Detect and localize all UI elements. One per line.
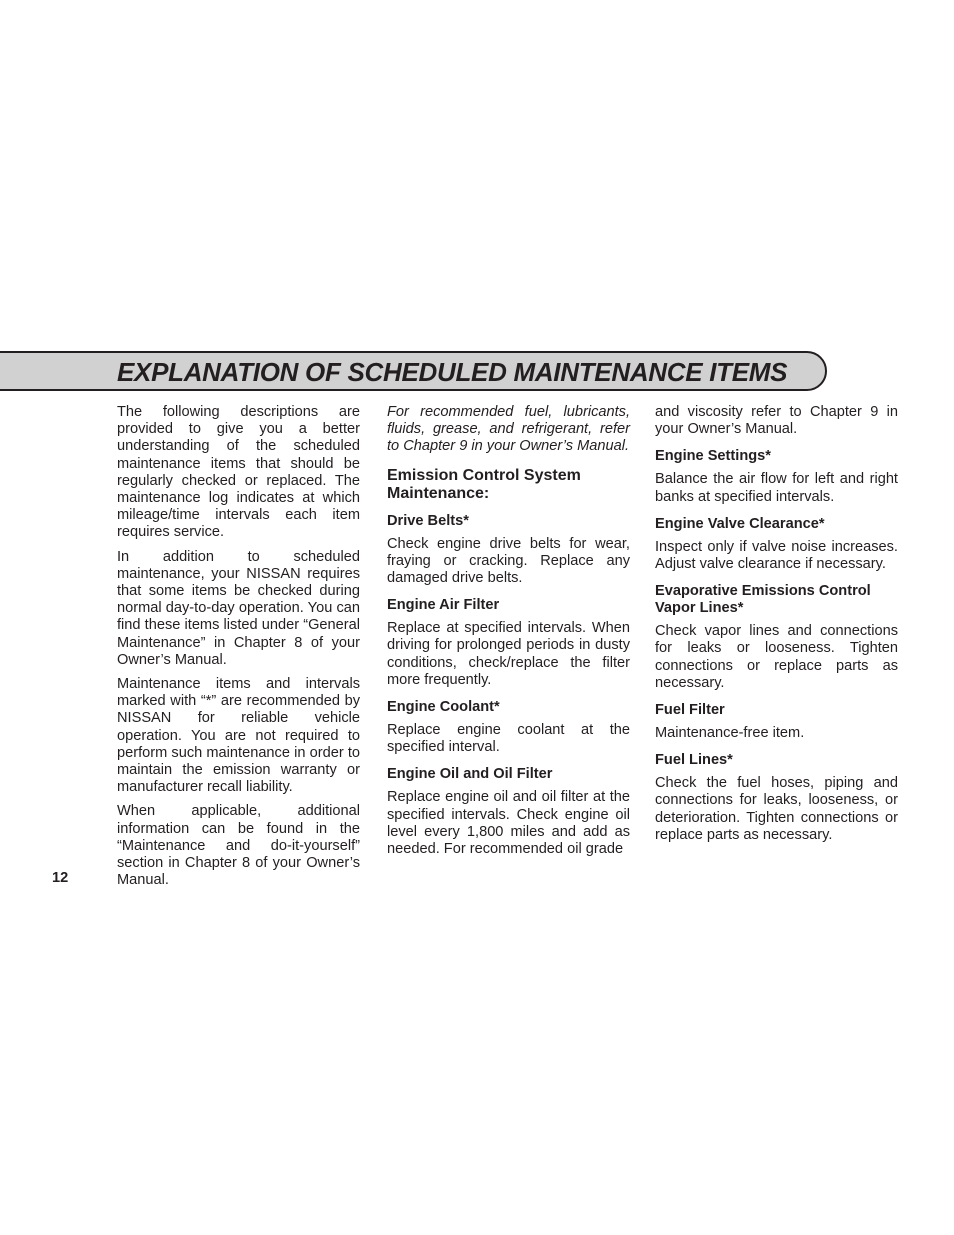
evap-lines-text: Check vapor lines and connections for leaks or looseness. Tighten connections or replace parts as necessary.	[655, 623, 898, 691]
oil-filter-text: Replace engine oil and oil filter at the specified intervals. Check engine oil level every 1,800 miles and add as needed. For recommended oil grade	[387, 789, 630, 858]
column-emission	[387, 404, 630, 865]
evap-lines-heading: Evaporative Emissions Control Vapor Lines*	[655, 583, 871, 617]
engine-settings-heading: Engine Settings*	[655, 448, 771, 465]
fuel-lines-heading: Fuel Lines*	[655, 752, 733, 769]
page-number: 12	[52, 870, 69, 886]
drive-belts-text: Check engine drive belts for wear, fraying or cracking. Replace any damaged drive belts.	[387, 535, 630, 587]
valve-clearance-heading: Engine Valve Clearance*	[655, 515, 825, 532]
additional-info-paragraph: When applicable, additional information can be found in the “Maintenance and do-it-yourself” section in Chapter 8 of your Owner’s Manual.	[117, 803, 360, 889]
air-filter-heading: Engine Air Filter	[387, 597, 500, 614]
valve-clearance-text: Inspect only if valve noise increases. Adjust valve clearance if necessary.	[655, 538, 898, 573]
emission-section-heading: Emission Control System Maintenance:	[387, 466, 581, 502]
column-engine-fuel	[655, 404, 898, 851]
drive-belts-heading: Drive Belts*	[387, 512, 469, 529]
section-banner	[0, 351, 827, 391]
coolant-text: Replace engine coolant at the specified interval.	[387, 722, 630, 756]
asterisk-note-paragraph: Maintenance items and intervals marked with “*” are recommended by NISSAN for reliable vehicle operation. You are not required to perform such maintenance in order to maintain the emission warranty or manufacturer recall liability.	[117, 676, 360, 796]
air-filter-text: Replace at specified intervals. When driving for prolonged periods in dusty conditions, check/replace the filter more frequently.	[387, 620, 630, 688]
fuel-lines-text: Check the fuel hoses, piping and connections for leaks, looseness, or deterioration. Tighten connections or replace parts as necessary.	[655, 775, 898, 843]
oil-filter-text-continued: and viscosity refer to Chapter 9 in your Owner’s Manual.	[655, 404, 898, 438]
column-intro	[117, 404, 360, 896]
general-maintenance-paragraph: In addition to scheduled maintenance, your NISSAN requires that some items be checked during normal day-to-day operation. You can find these items listed under “General Maintenance” in Chapter 8 of your Owner’s Manual.	[117, 548, 360, 668]
fluids-reference-note: For recommended fuel, lubricants, fluids, grease, and refrigerant, refer to Chapter 9 in your Owner’s Manual.	[387, 404, 630, 455]
coolant-heading: Engine Coolant*	[387, 699, 500, 716]
engine-settings-text: Balance the air flow for left and right banks at specified intervals.	[655, 471, 898, 505]
oil-filter-heading: Engine Oil and Oil Filter	[387, 766, 553, 783]
fuel-filter-heading: Fuel Filter	[655, 702, 725, 719]
page-title: EXPLANATION OF SCHEDULED MAINTENANCE ITEMS	[117, 357, 788, 387]
intro-paragraph: The following descriptions are provided to give you a better understanding of the scheduled maintenance items that should be regularly checked or replaced. The maintenance log indicates at which mileage/time intervals each item requires service.	[117, 404, 360, 541]
fuel-filter-text: Maintenance-free item.	[655, 725, 805, 742]
